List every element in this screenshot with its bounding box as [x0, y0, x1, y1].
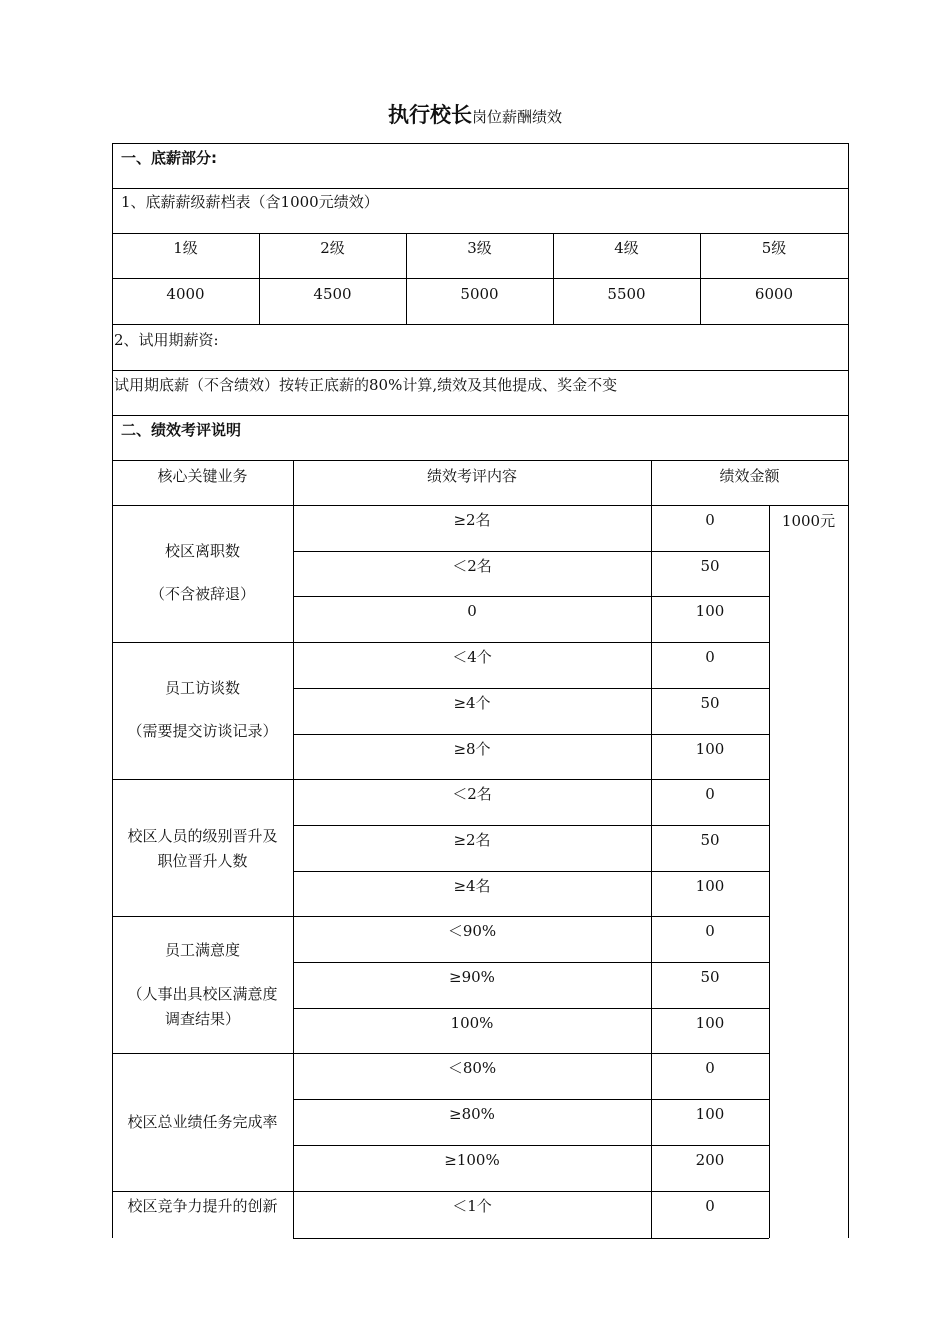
grade-value: 4500 [313, 285, 352, 303]
eval-content-cell: ＜80% [447, 1059, 497, 1077]
amount-cell: 100 [695, 602, 725, 620]
core-business-label: 职位晋升人数 [157, 852, 248, 870]
amount-cell: 200 [695, 1151, 725, 1169]
core-business-label: 校区总业绩任务完成率 [127, 1113, 278, 1131]
amount-cell: 50 [700, 694, 720, 712]
table-border [293, 1008, 769, 1009]
core-business-label: （人事出具校区满意度 [127, 985, 278, 1003]
amount-cell: 0 [705, 1059, 715, 1077]
table-border [769, 505, 770, 1238]
grade-header: 4级 [614, 239, 639, 257]
table-border [848, 143, 849, 1238]
eval-content-cell: ＜1个 [452, 1197, 492, 1215]
amount-cell: 0 [705, 1197, 715, 1215]
total-amount: 1000元 [781, 512, 836, 530]
table-border [112, 1191, 769, 1192]
table-border [112, 916, 769, 917]
eval-content-cell: ≥80% [449, 1105, 495, 1123]
core-business-label: 校区竞争力提升的创新 [127, 1197, 278, 1215]
grade-header: 5级 [761, 239, 787, 257]
eval-content-cell: ＜4个 [452, 648, 492, 666]
probation-text: 试用期底薪（不含绩效）按转正底薪的80%计算,绩效及其他提成、奖金不变 [114, 376, 618, 394]
amount-cell: 0 [705, 785, 715, 803]
table-border [293, 1099, 769, 1100]
table-border [112, 1053, 769, 1054]
amount-cell: 50 [700, 968, 720, 986]
grade-header: 3级 [467, 239, 492, 257]
table-border [112, 370, 849, 371]
grade-header: 1级 [173, 239, 198, 257]
grade-value: 5000 [460, 285, 499, 303]
table-border [293, 596, 769, 597]
page-title [0, 99, 950, 129]
core-business-label: 员工满意度 [164, 941, 240, 959]
probation-heading: 2、试用期薪资: [114, 331, 219, 349]
amount-cell: 100 [695, 877, 725, 895]
amount-cell: 0 [705, 648, 715, 666]
grade-table-caption: 1、底薪薪级薪档表（含1000元绩效） [121, 193, 379, 211]
eval-content-cell: ≥4个 [453, 694, 491, 712]
table-border [293, 1238, 769, 1239]
header-eval-content: 绩效考评内容 [426, 467, 517, 485]
eval-content-cell: ≥2名 [453, 511, 491, 529]
amount-cell: 100 [695, 740, 725, 758]
amount-cell: 0 [705, 511, 715, 529]
table-border [112, 188, 849, 189]
table-border [293, 734, 769, 735]
title-sub: 岗位薪酬绩效 [471, 108, 562, 126]
table-border [293, 871, 769, 872]
grade-value: 4000 [166, 285, 205, 303]
core-business-label: 校区人员的级别晋升及 [127, 827, 278, 845]
table-border [112, 143, 849, 144]
table-border [293, 1145, 769, 1146]
table-border [112, 324, 849, 325]
table-border [112, 415, 849, 416]
section1-heading: 一、底薪部分: [121, 149, 217, 167]
table-border [112, 642, 769, 643]
table-border [112, 505, 849, 506]
table-border [293, 962, 769, 963]
grade-value: 6000 [754, 285, 794, 303]
header-amount: 绩效金额 [719, 467, 780, 485]
eval-content-cell: 0 [467, 602, 477, 620]
table-border [112, 233, 849, 234]
amount-cell: 0 [705, 922, 715, 940]
eval-content-cell: ＜2名 [452, 785, 492, 803]
core-business-label: 调查结果） [164, 1010, 240, 1028]
eval-content-cell: ≥100% [444, 1151, 500, 1169]
eval-content-cell: ＜2名 [452, 557, 492, 575]
amount-cell: 100 [695, 1105, 725, 1123]
section2-heading: 二、绩效考评说明 [121, 421, 242, 439]
core-business-label: 员工访谈数 [164, 679, 240, 697]
table-border [293, 688, 769, 689]
core-business-label: （不含被辞退） [149, 585, 255, 603]
eval-content-cell: ＜90% [447, 922, 497, 940]
header-core-business: 核心关键业务 [157, 467, 248, 485]
eval-content-cell: ≥2名 [453, 831, 491, 849]
core-business-label: 校区离职数 [164, 542, 240, 560]
amount-cell: 100 [695, 1014, 725, 1032]
core-business-label: （需要提交访谈记录） [127, 722, 278, 740]
eval-content-cell: ≥4名 [453, 877, 491, 895]
table-border [112, 460, 849, 461]
eval-content-cell: 100% [450, 1014, 494, 1032]
table-border [112, 278, 849, 279]
amount-cell: 50 [700, 831, 720, 849]
title-main: 执行校长 [387, 104, 472, 127]
grade-header: 2级 [320, 239, 345, 257]
amount-cell: 50 [700, 557, 720, 575]
grade-value: 5500 [607, 285, 646, 303]
table-border [293, 551, 769, 552]
table-border [112, 779, 769, 780]
eval-content-cell: ≥90% [449, 968, 495, 986]
eval-content-cell: ≥8个 [453, 740, 491, 758]
table-border [293, 825, 769, 826]
